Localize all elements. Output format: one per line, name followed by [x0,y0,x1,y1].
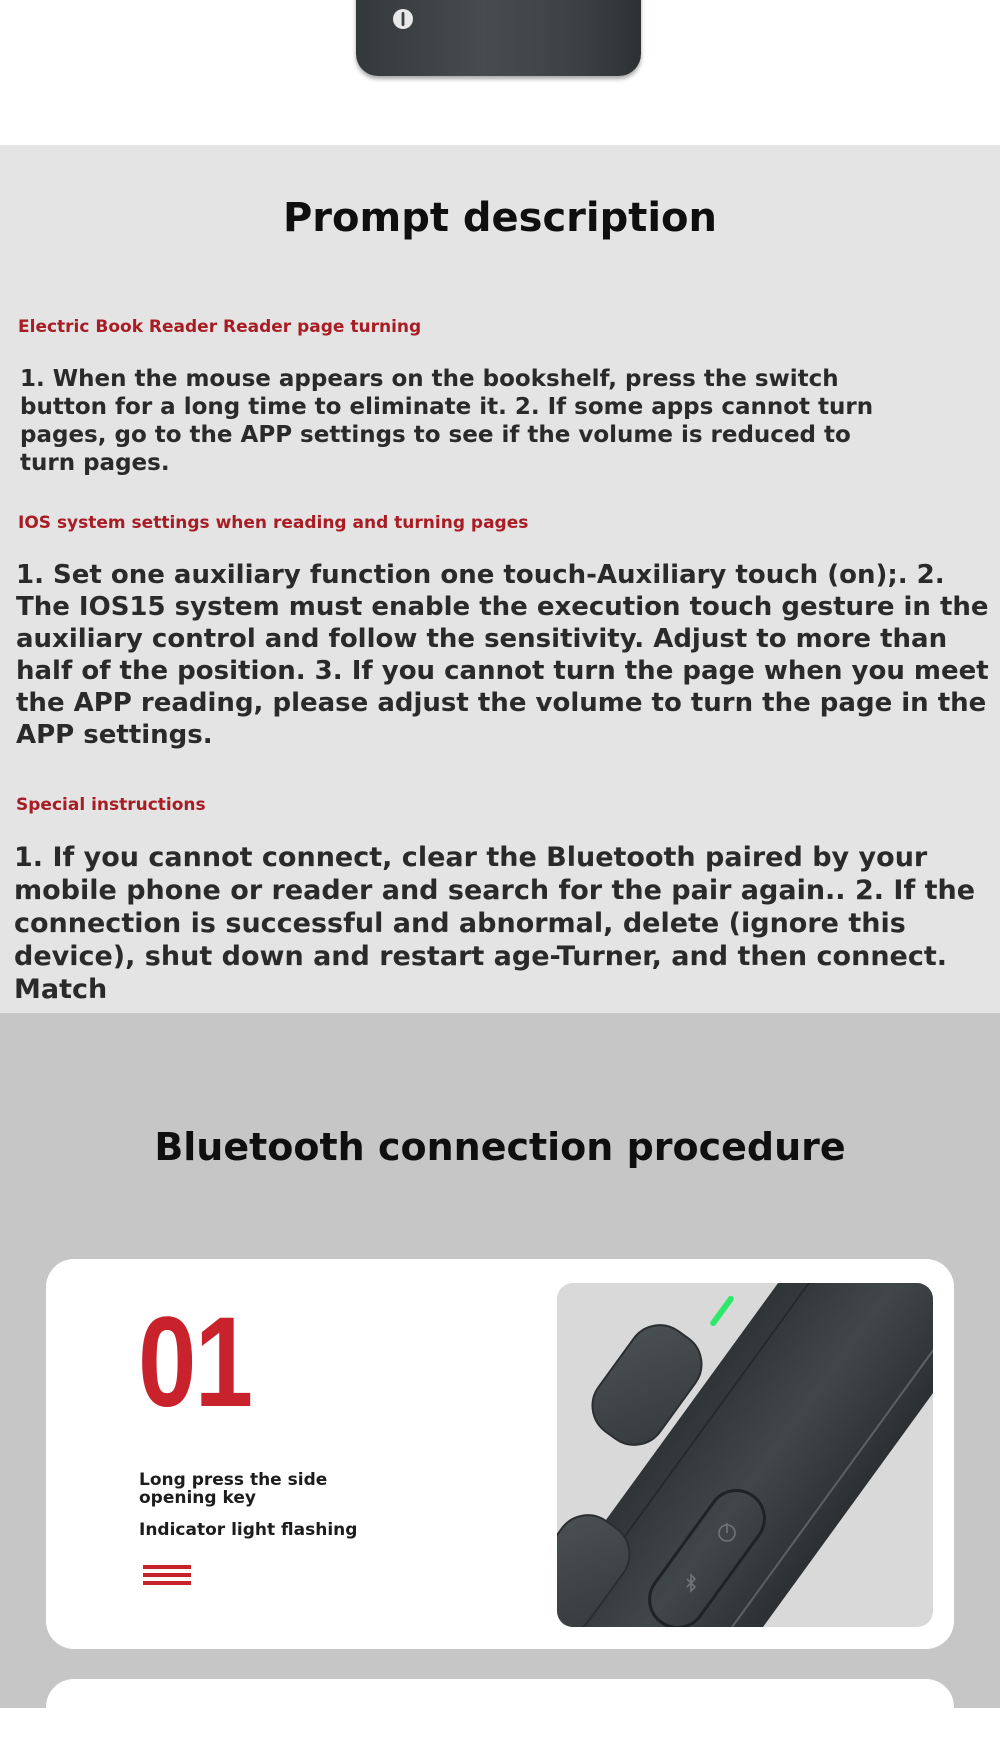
sub-heading-ebook: Electric Book Reader Reader page turning [18,317,422,337]
section-title: Prompt description [282,195,718,241]
step-instruction: Long press the side opening key [139,1470,328,1508]
paragraph-ebook: 1. When the mouse appears on the bookshelf, press the switch button for a long time to eliminate it. 2. If some apps cannot turn pages, go to the APP settings to see if the volume is reduced to turn pages. [20,366,874,476]
step-card [46,1259,954,1649]
paragraph-ios: 1. Set one auxiliary function one touch-Auxiliary touch (on);. 2. The IOS15 system must enable the execution touch gesture in the auxiliary control and follow the sensitivity. Adjust to more than half of the position. 3. If you cannot turn the page when you meet the APP reading, please adjust the volume to turn the page in the APP settings. [16,560,989,750]
sub-heading-ios: IOS system settings when reading and turning pages [18,513,529,533]
sub-heading-special: Special instructions [16,795,206,815]
product-image-strip [0,0,1000,145]
step-number: 01 [138,1291,252,1434]
prompt-description-section [0,145,1000,1013]
paragraph-special: 1. If you cannot connect, clear the Bluetooth paired by your mobile phone or reader and search for the pair again.. 2. If the connection is successful and abnormal, delete (ignore this device), shut down and restart age-Turner, and then connect. Match [14,842,976,1005]
section-title: Bluetooth connection procedure [154,1125,846,1169]
bluetooth-procedure-section [0,1013,1000,1708]
device-side-photo [557,1283,933,1627]
power-icon [390,6,416,32]
step-result: Indicator light flashing [139,1520,358,1540]
menu-icon [143,1565,191,1591]
next-step-card [46,1679,954,1739]
page-turner-device-image [356,0,641,76]
device-illustration [557,1283,933,1627]
